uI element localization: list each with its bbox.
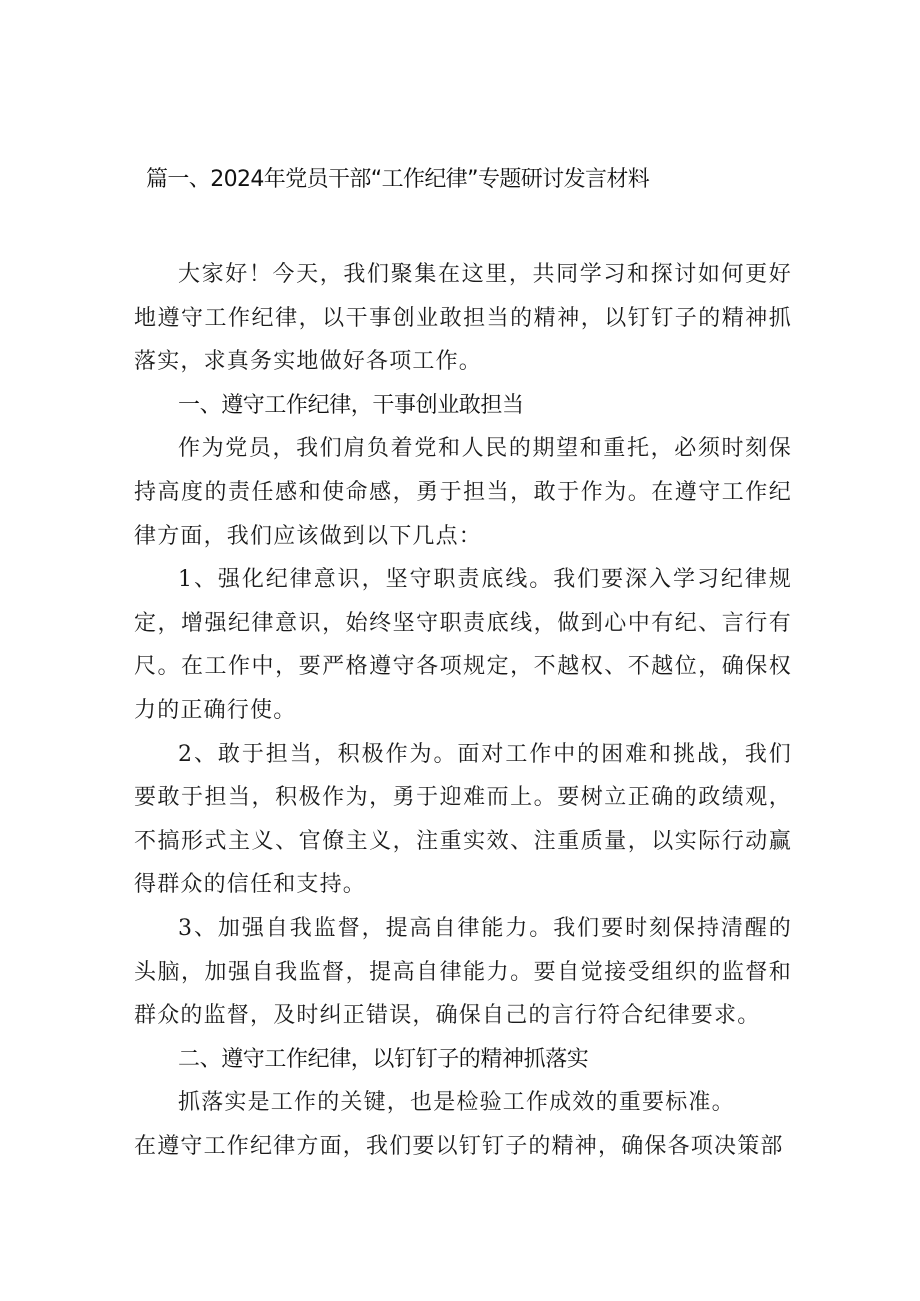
paragraph-continuation: 在遵守工作纪律方面，我们要以钉钉子的精神，确保各项决策部 bbox=[134, 1133, 784, 1159]
document-body bbox=[134, 253, 792, 1168]
section-heading-1: 一、遵守工作纪律，干事创业敢担当 bbox=[178, 392, 524, 418]
document-title: 篇一、2024年党员干部“工作纪律”专题研讨发言材料 bbox=[146, 167, 650, 192]
paragraph-point-3: 3、加强自我监督，提高自律能力。我们要时刻保持清醒的头脑，加强自我监督，提高自律能力。要自觉接受组织的监督和群众的监督，及时纠正错误，确保自己的言行符合纪律要求。 bbox=[134, 915, 792, 1029]
paragraph-point-2: 2、敢于担当，积极作为。面对工作中的困难和挑战，我们要敢于担当，积极作为，勇于迎难而上。要树立正确的政绩观，不搞形式主义、官僚主义，注重实效、注重质量，以实际行动赢得群众的信任和支持。 bbox=[134, 741, 792, 898]
section-heading-2: 二、遵守工作纪律，以钉钉子的精神抓落实 bbox=[178, 1046, 589, 1072]
paragraph-point-1: 1、强化纪律意识，坚守职责底线。我们要深入学习纪律规定，增强纪律意识，始终坚守职责底线，做到心中有纪、言行有尺。在工作中，要严格遵守各项规定，不越权、不越位，确保权力的正确行使。 bbox=[134, 567, 792, 723]
paragraph-party-member: 作为党员，我们肩负着党和人民的期望和重托，必须时刻保持高度的责任感和使命感，勇于担当，敢于作为。在遵守工作纪律方面，我们应该做到以下几点： bbox=[134, 436, 792, 549]
paragraph-implementation: 抓落实是工作的关键，也是检验工作成效的重要标准。 bbox=[178, 1090, 735, 1116]
paragraph-greeting: 大家好！今天，我们聚集在这里，共同学习和探讨如何更好地遵守工作纪律，以干事创业敢担当的精神，以钉钉子的精神抓落实，求真务实地做好各项工作。 bbox=[134, 262, 792, 375]
